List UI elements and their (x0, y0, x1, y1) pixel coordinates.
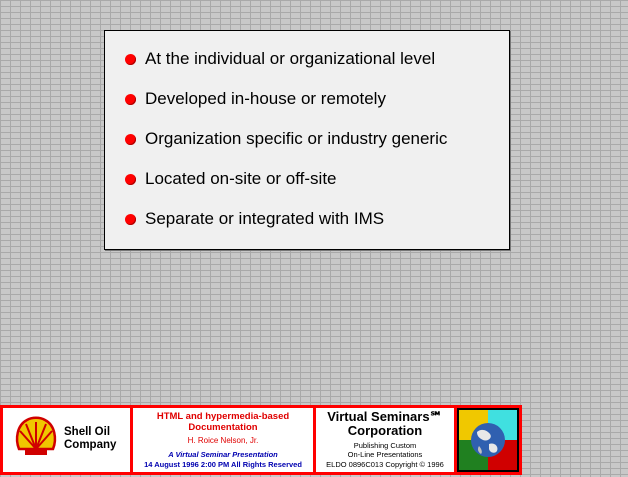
document-title: HTML and hypermedia-based Documentation (156, 411, 290, 433)
shell-panel[interactable] (3, 408, 130, 472)
bullet-dot-icon (125, 174, 136, 185)
presentation-subtitle: A Virtual Seminar Presentation (168, 450, 278, 459)
virtual-seminars-tagline: Publishing Custom On-Line Presentations (347, 441, 423, 459)
footer-banner (0, 405, 522, 475)
bullet-text: Developed in-house or remotely (145, 89, 386, 108)
bullet-text: Located on-site or off-site (145, 169, 337, 188)
bullet-item (125, 199, 447, 239)
bullet-text: Organization specific or industry generic (145, 129, 448, 148)
slide-content-box (104, 30, 510, 250)
globe-logo-panel[interactable] (457, 408, 519, 472)
bullet-dot-icon (125, 54, 136, 65)
shell-company-name: Shell Oil Company (64, 426, 117, 451)
bullet-dot-icon (125, 214, 136, 225)
bullet-item (125, 119, 447, 159)
document-info-panel (133, 408, 313, 472)
bullet-item (125, 79, 447, 119)
bullet-list (125, 39, 447, 239)
globe-logo-icon (457, 408, 519, 472)
bullet-dot-icon (125, 134, 136, 145)
bullet-dot-icon (125, 94, 136, 105)
virtual-seminars-name: Virtual Seminars℠ Corporation (327, 409, 443, 438)
virtual-seminars-panel[interactable] (316, 408, 454, 472)
bullet-item (125, 159, 447, 199)
document-author: H. Roice Nelson, Jr. (187, 436, 259, 445)
shell-logo-icon (13, 415, 59, 457)
bullet-text: At the individual or organizational level (145, 49, 436, 68)
copyright-id: ELDO 0896C013 Copyright © 1996 (326, 460, 444, 469)
bullet-text: Separate or integrated with IMS (145, 209, 385, 228)
presentation-date: 14 August 1996 2:00 PM All Rights Reserved (144, 460, 302, 469)
bullet-item (125, 39, 447, 79)
